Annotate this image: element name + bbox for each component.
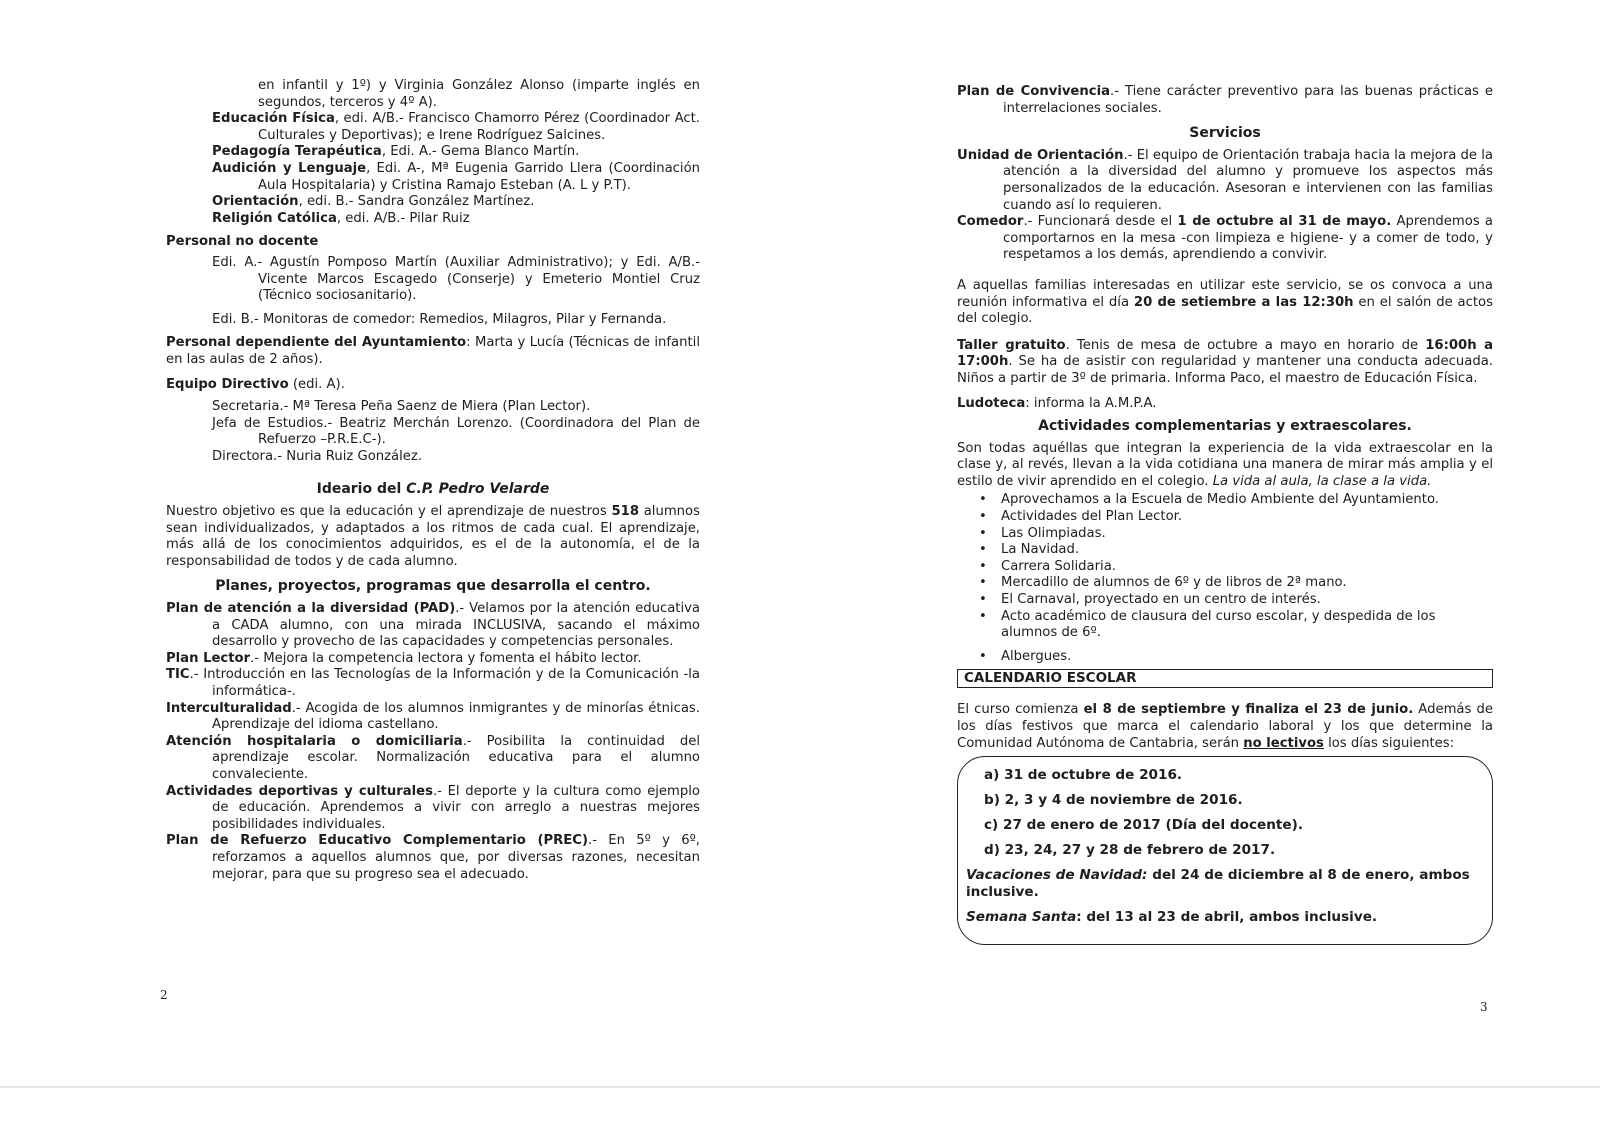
planes-title: Planes, proyectos, programas que desarrolla el centro. bbox=[215, 578, 651, 595]
plan-item: Plan de Refuerzo Educativo Complementario (PREC).- En 5º y 6º, reforzamos a aquellos alumnos que, por diversas razones, necesitan mejorar, para que su progreso sea el adecuado. bbox=[166, 833, 700, 882]
ayuntamiento-paragraph: Personal dependiente del Ayuntamiento: Marta y Lucía (Técnicas de infantil en las aulas de 2 años). bbox=[166, 335, 700, 367]
staff-religion: Religión Católica, edi. A/B.- Pilar Ruiz bbox=[212, 210, 470, 226]
list-item: • Las Olimpiadas. bbox=[1001, 526, 1493, 543]
familias-paragraph: A aquellas familias interesadas en utilizar este servicio, se os convoca a una reunión informativa el día 20 de setiembre a las 12:30h en el salón de actos del colegio. bbox=[957, 277, 1493, 327]
directivo-item: Directora.- Nuria Ruiz González. bbox=[212, 448, 423, 464]
orientacion-paragraph: Unidad de Orientación.- El equipo de Orientación trabaja hacia la mejora de la atención a la diversidad del alumno y promueve los aspectos más personalizados de la educación. Asesoran e intervienen con las familias cuando así lo requieren. bbox=[957, 147, 1493, 213]
staff-pedagogia: Pedagogía Terapéutica, Edi. A.- Gema Blanco Martín. bbox=[212, 144, 580, 160]
navidad-line: Vacaciones de Navidad: del 24 de diciembre al 8 de enero, ambos inclusive. bbox=[966, 867, 1470, 901]
date-item: d) 23, 24, 27 y 28 de febrero de 2017. bbox=[984, 842, 1276, 859]
calendario-heading: CALENDARIO ESCOLAR bbox=[957, 669, 1493, 688]
servicios-title: Servicios bbox=[1189, 125, 1261, 142]
semana-santa-line: Semana Santa: del 13 al 23 de abril, ambos inclusive. bbox=[966, 909, 1378, 926]
list-item: • Acto académico de clausura del curso escolar, y despedida de los alumnos de 6º. bbox=[1001, 609, 1493, 642]
plan-item: Atención hospitalaria o domiciliaria.- Posibilita la continuidad del aprendizaje escolar. Normalización educativa para el alumno convaleciente. bbox=[166, 733, 700, 782]
convivencia-paragraph: Plan de Convivencia.- Tiene carácter preventivo para las buenas prácticas e interrelaciones sociales. bbox=[957, 84, 1494, 116]
ideario-paragraph: Nuestro objetivo es que la educación y el aprendizaje de nuestros 518 alumnos sean individualizados, y adaptados a los ritmos de cada cual. El aprendizaje, más allá de los conocimientos adquiridos, es el de la autonomía, el de la responsabilidad de todos y de cada alumno. bbox=[166, 504, 700, 569]
directivo-item: Jefa de Estudios.- Beatriz Merchán Lorenzo. (Coordinadora del Plan de Refuerzo –P.R.E.C-). bbox=[212, 415, 700, 448]
ideario-title: Ideario del C.P. Pedro Velarde bbox=[316, 481, 550, 498]
right-page bbox=[800, 0, 1600, 1124]
page-number: 3 bbox=[1480, 1000, 1488, 1014]
directivo-item: Secretaria.- Mª Teresa Peña Saenz de Miera (Plan Lector). bbox=[212, 399, 591, 415]
intro-text: en infantil y 1º) y Virginia González Alonso (imparte inglés en segundos, terceros y 4º A). bbox=[258, 78, 700, 110]
date-item: b) 2, 3 y 4 de noviembre de 2016. bbox=[984, 792, 1243, 809]
staff-educacion-fisica: Educación Física, edi. A/B.- Francisco Chamorro Pérez (Coordinador Act. Culturales y Deportivas); e Irene Rodríguez Salcines. bbox=[212, 111, 700, 143]
left-column bbox=[166, 78, 700, 883]
taller-paragraph: Taller gratuito. Tenis de mesa de octubre a mayo en horario de 16:00h a 17:00h. Se ha de asistir con regularidad y mantener una conducta adecuada. Niños a partir de 3º de primaria. Informa Paco, el maestro de Educación Física. bbox=[957, 337, 1494, 386]
list-item: • El Carnaval, proyectado en un centro de interés. bbox=[1001, 592, 1493, 609]
ludoteca-paragraph: Ludoteca: informa la A.M.P.A. bbox=[957, 395, 1157, 411]
no-docente-item: Edi. B.- Monitoras de comedor: Remedios, Milagros, Pilar y Fernanda. bbox=[212, 311, 667, 327]
plan-item: Plan Lector.- Mejora la competencia lectora y fomenta el hábito lector. bbox=[166, 650, 642, 666]
actividades-list bbox=[957, 492, 1493, 665]
plan-item: Plan de atención a la diversidad (PAD).- Velamos por la atención educativa a CADA alumno, con una mirada INCLUSIVA, sacando el máximo desarrollo y provecho de las capacidades y competencias personales. bbox=[166, 601, 700, 650]
date-item: a) 31 de octubre de 2016. bbox=[984, 767, 1183, 784]
plan-item: Actividades deportivas y culturales.- El deporte y la cultura como ejemplo de educación. Aprendemos a vivir con arreglo a nuestras mejores posibilidades individuales. bbox=[166, 783, 700, 832]
staff-audicion: Audición y Lenguaje, Edi. A-, Mª Eugenia Garrido Llera (Coordinación Aula Hospitalaria) y Cristina Ramajo Esteban (A. L y P.T). bbox=[212, 160, 700, 193]
calendario-paragraph: El curso comienza el 8 de septiembre y finaliza el 23 de junio. Además de los días festivos que marca el calendario laboral y los que determine la Comunidad Autónoma de Cantabria, serán no lectivos los días siguientes: bbox=[957, 702, 1493, 751]
list-item: • La Navidad. bbox=[1001, 542, 1493, 559]
list-item: • Aprovechamos a la Escuela de Medio Ambiente del Ayuntamiento. bbox=[1001, 492, 1493, 509]
plan-item: TIC.- Introducción en las Tecnologías de la Información y de la Comunicación -la informática-. bbox=[166, 667, 700, 699]
plan-item: Interculturalidad.- Acogida de los alumnos inmigrantes y de minorías étnicas. Aprendizaje del idioma castellano. bbox=[166, 700, 700, 733]
list-item: • Mercadillo de alumnos de 6º y de libros de 2ª mano. bbox=[1001, 575, 1493, 592]
date-item: c) 27 de enero de 2017 (Día del docente). bbox=[984, 817, 1304, 834]
actividades-paragraph: Son todas aquéllas que integran la experiencia de la vida extraescolar en la clase y, al revés, llevan a la vida cotidiana una manera de mirar más amplia y el estilo de vivir aprendido en el colegio. La vida al aula, la clase a la vida. bbox=[957, 440, 1493, 489]
no-docente-item: Edi. A.- Agustín Pomposo Martín (Auxiliar Administrativo); y Edi. A/B.- Vicente Marcos Escagedo (Conserje) y Emeterio Montiel Cruz (Técnico sociosanitario). bbox=[212, 254, 700, 304]
no-docente-heading: Personal no docente bbox=[166, 234, 319, 250]
no-lectivos-box bbox=[957, 756, 1493, 945]
list-item: • Carrera Solidaria. bbox=[1001, 559, 1493, 576]
list-item: • Albergues. bbox=[1001, 649, 1493, 666]
scan-edge bbox=[0, 1086, 1600, 1088]
directivo-heading: Equipo Directivo (edi. A). bbox=[166, 376, 345, 392]
page-number: 2 bbox=[160, 988, 168, 1002]
actividades-title: Actividades complementarias y extraescolares. bbox=[1038, 418, 1412, 435]
comedor-paragraph: Comedor.- Funcionará desde el 1 de octubre al 31 de mayo. Aprendemos a comportarnos en la mesa -con limpieza e higiene- y a comer de todo, y respetamos a los demás, aprendiendo a convivir. bbox=[957, 214, 1494, 263]
right-column bbox=[957, 84, 1493, 945]
list-item: • Actividades del Plan Lector. bbox=[1001, 509, 1493, 526]
staff-orientacion: Orientación, edi. B.- Sandra González Martínez. bbox=[212, 194, 535, 210]
